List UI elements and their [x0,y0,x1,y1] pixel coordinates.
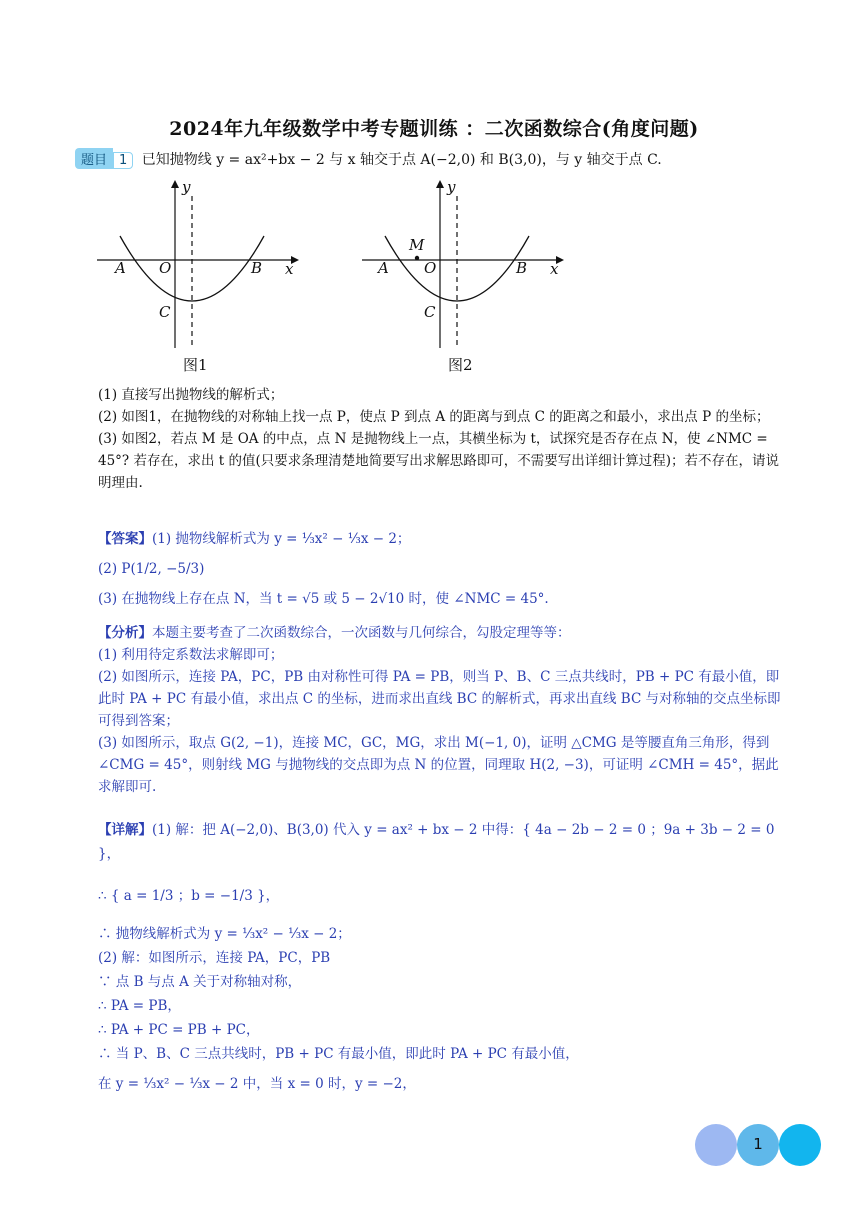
fig2-label-C: C [424,303,436,321]
analysis-line-2: (1) 利用待定系数法求解即可； [98,647,284,663]
answer-section [98,528,788,610]
fig2-label-O: O [424,259,437,277]
question-number: 1 [113,152,133,169]
figure-1-graph [95,178,325,353]
analysis-line-3: (2) 如图所示，连接 PA，PC，PB 由对称性可得 PA = PB，则当 P、B、C 三点共线时，PB + PC 有最小值，即此时 PA + PC 有最小值，求出点 C 的坐标，进而求出直线 BC 的解析式，再求出直线 BC 与对称轴的交点坐标即可得到答案； [98,669,781,729]
detail-line-4: (2) 解：如图所示，连接 PA，PC，PB [98,950,331,966]
fig1-label-x: x [285,260,294,278]
answer-tag: 【答案】 [98,531,152,547]
detail-line-5: ∵ 点 B 与点 A 关于对称轴对称， [98,974,302,990]
fig1-label-B: B [251,259,263,277]
fig2-label-B: B [516,259,528,277]
fig1-label-y: y [182,178,191,196]
fig1-label-C: C [159,303,171,321]
question-text: 已知抛物线 y = ax²+bx − 2 与 x 轴交于点 A(−2,0) 和 B(3,0)，与 y 轴交于点 C. [141,152,662,168]
fig2-label-x: x [550,260,559,278]
detail-section [98,818,788,1096]
badge-circle-left [695,1124,737,1166]
detail-line-3: ∴ 抛物线解析式为 y = ⅓x² − ⅓x − 2； [98,926,351,942]
analysis-section [98,622,788,798]
detail-line-8: ∴ 当 P、B、C 三点共线时，PB + PC 有最小值，即此时 PA + PC 有最小值， [98,1046,579,1062]
answer-line-2: (2) P(1/2, −5/3) [98,561,205,577]
page-title: 2024年九年级数学中考专题训练 ：二次函数综合(角度问题) [169,118,699,140]
figure-1-caption: 图1 [183,356,208,374]
question-tag: 题目 [75,148,113,169]
badge-circle-right [779,1124,821,1166]
fig1-label-A: A [115,259,126,277]
fig2-label-A: A [378,259,389,277]
detail-line-1: (1) 解：把 A(−2,0)、B(3,0) 代入 y = ax² + bx − 2 中得：{ 4a − 2b − 2 = 0 ；9a + 3b − 2 = 0 }， [98,822,775,862]
detail-line-7: ∴ PA + PC = PB + PC， [98,1022,260,1038]
fig2-point-M [415,256,419,260]
figure-2-graph [360,178,590,353]
detail-line-6: ∴ PA = PB， [98,998,181,1014]
part-2: (2) 如图1，在抛物线的对称轴上找一点 P，使点 P 到点 A 的距离与到点 C 的距离之和最小，求出点 P 的坐标； [98,409,770,425]
fig2-label-y: y [447,178,456,196]
answer-line-1: (1) 抛物线解析式为 y = ⅓x² − ⅓x − 2； [152,531,411,547]
part-1: (1) 直接写出抛物线的解析式； [98,387,284,403]
fig2-label-M: M [409,236,425,254]
question-parts [98,384,788,494]
page-number-badge [695,1124,825,1168]
question-header [75,148,662,169]
figure-1 [95,178,325,357]
figure-2-caption: 图2 [448,356,473,374]
detail-line-2: ∴ { a = 1/3 ；b = −1/3 }， [98,888,280,904]
page-number: 1 [753,1135,763,1153]
part-3: (3) 如图2，若点 M 是 OA 的中点，点 N 是抛物线上一点，其横坐标为 t，试探究是否存在点 N，使 ∠NMC = 45°? 若存在，求出 t 的值(只要求条理清楚地简要写出求解思路即可，不需要写出详细计算过程)；若不存在，请说明理由. [98,431,779,491]
analysis-line-4: (3) 如图所示，取点 G(2, −1)，连接 MC，GC，MG，求出 M(−1, 0)，证明 △CMG 是等腰直角三角形，得到 ∠CMG = 45°，则射线 MG 与抛物线的交点即为点 N 的位置，同理取 H(2, −3)，可证明 ∠CMH = 45°，据此求解即可. [98,735,779,795]
detail-line-9: 在 y = ⅓x² − ⅓x − 2 中，当 x = 0 时，y = −2， [98,1076,416,1092]
analysis-tag: 【分析】 [98,625,152,641]
analysis-line-1: 本题主要考查了二次函数综合，一次函数与几何综合，勾股定理等等： [152,625,571,641]
figure-2 [360,178,590,357]
detail-tag: 【详解】 [98,822,152,838]
fig1-label-O: O [159,259,172,277]
answer-line-3: (3) 在抛物线上存在点 N，当 t = √5 或 5 − 2√10 时，使 ∠NMC = 45°. [98,591,549,607]
